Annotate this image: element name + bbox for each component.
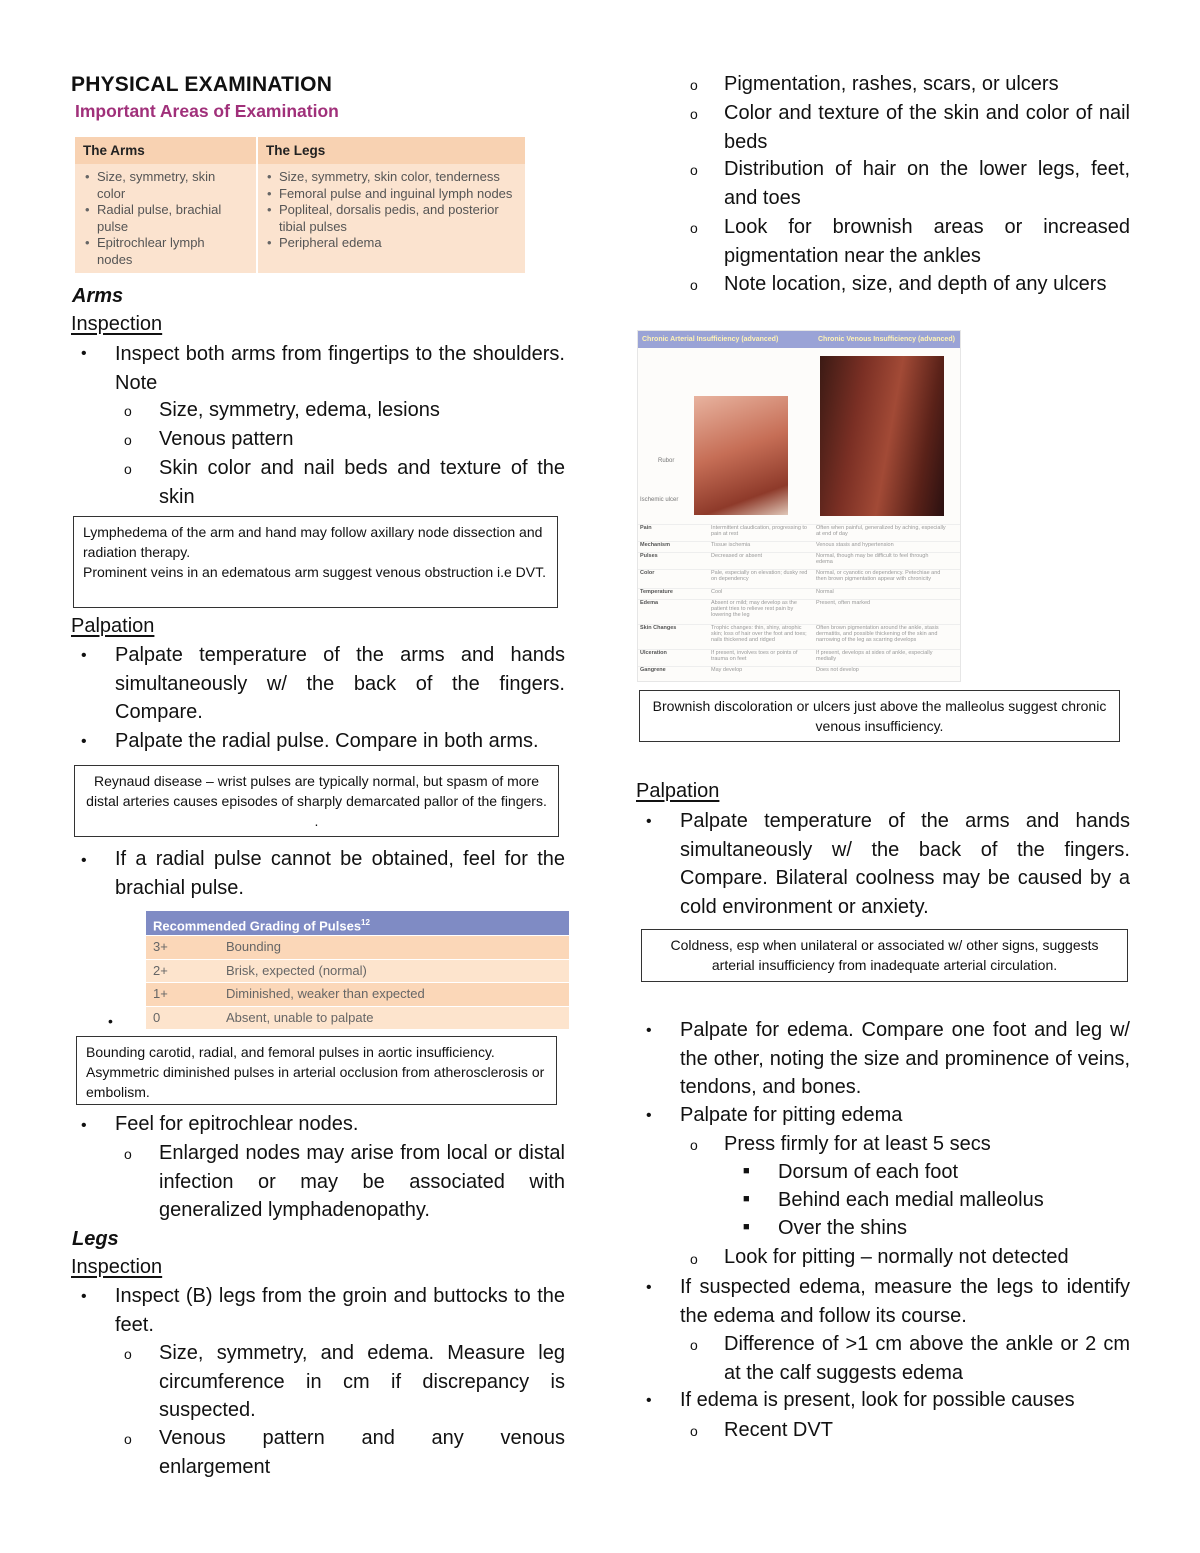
table-row xyxy=(146,1006,569,1030)
table-header xyxy=(146,911,569,935)
square-bullet-icon: ■ xyxy=(743,1165,750,1177)
legs-inspection-heading: Inspection xyxy=(71,1256,163,1278)
table-row: Temperature Cool Normal xyxy=(638,588,960,599)
bullet-icon: • xyxy=(81,345,87,362)
brachial-pulse-text: If a radial pulse cannot be obtained, feel for the brachial pulse. xyxy=(115,848,565,899)
circle-bullet-icon: o xyxy=(124,1431,132,1447)
press-location: Over the shins xyxy=(778,1217,907,1239)
leg-photo xyxy=(820,356,944,516)
figure-col1-title: Chronic Arterial Insufficiency (advanced) xyxy=(642,336,779,343)
table-row: Gangrene May develop Does not develop xyxy=(638,666,960,677)
legs-inspect-sub: Note location, size, and depth of any ulcers xyxy=(724,273,1107,295)
legs-list xyxy=(265,169,515,252)
legs-heading: Legs xyxy=(72,1228,119,1250)
press-location: Behind each medial malleolus xyxy=(778,1189,1044,1211)
ulcer-label: Ischemic ulcer xyxy=(640,497,679,503)
table-row: Mechanism Tissue ischemia Venous stasis and hypertension xyxy=(638,541,960,552)
circle-bullet-icon: o xyxy=(690,1251,698,1267)
circle-bullet-icon: o xyxy=(124,432,132,448)
legs-inspect-sub: Color and texture of the skin and color of nail beds xyxy=(724,102,1130,153)
reynaud-note-box: Reynaud disease – wrist pulses are typically normal, but spasm of more distal arteries causes episodes of sharply demarcated pallor of the fingers. . xyxy=(74,765,559,837)
arms-palpation-text: Palpate temperature of the arms and hands simultaneously w/ the back of the fingers. Compare. xyxy=(115,644,565,723)
grade-cell: 2+ xyxy=(153,962,168,978)
arms-inspect-sub: Skin color and nail beds and texture of the skin xyxy=(159,457,565,508)
legs-column-header: The Legs xyxy=(258,137,525,164)
edema-text: Palpate for edema. Compare one foot and leg w/ the other, noting the size and prominence of veins, tendons, and bones. xyxy=(680,1019,1130,1098)
description-cell: Diminished, weaker than expected xyxy=(226,986,425,1001)
table-row xyxy=(146,982,569,1006)
list-item: • Size, symmetry, skin color, tenderness xyxy=(265,169,515,186)
table-row: Color Pale, especially on elevation; dusky red on dependency Normal, or cyanotic on dependency. Petechiae and then brown pigmentation appear with chronicity xyxy=(638,569,960,588)
circle-bullet-icon: o xyxy=(690,106,698,122)
legs-inspect-text: Inspect (B) legs from the groin and buttocks to the feet. xyxy=(115,1285,565,1336)
circle-bullet-icon: o xyxy=(690,277,698,293)
rubor-label: Rubor xyxy=(658,458,675,464)
arms-inspection-heading: Inspection xyxy=(71,313,163,335)
bullet-icon: • xyxy=(81,1117,87,1134)
note-text: Asymmetric diminished pulses in arterial occlusion from atherosclerosis or embolism. xyxy=(86,1064,545,1100)
figure-col2-title: Chronic Venous Insufficiency (advanced) xyxy=(818,336,955,343)
page-title: PHYSICAL EXAMINATION xyxy=(71,73,333,96)
table-title: Recommended Grading of Pulses xyxy=(153,918,362,934)
arms-heading: Arms xyxy=(72,285,124,307)
bullet-icon: • xyxy=(646,1279,652,1296)
circle-bullet-icon: o xyxy=(690,1423,698,1439)
arms-palpation-text: Palpate the radial pulse. Compare in both arms. xyxy=(115,730,539,752)
grade-cell: 3+ xyxy=(153,939,168,954)
causes-text: If edema is present, look for possible causes xyxy=(680,1389,1075,1411)
circle-bullet-icon: o xyxy=(124,1346,132,1362)
epitrochlear-text: Feel for epitrochlear nodes. xyxy=(115,1113,359,1135)
bullet-icon: • xyxy=(81,852,87,869)
legs-inspect-sub: Size, symmetry, and edema. Measure leg circumference in cm if discrepancy is suspected. xyxy=(159,1342,565,1421)
circle-bullet-icon: o xyxy=(690,162,698,178)
arms-column-header: The Arms xyxy=(75,137,256,164)
bullet-icon: • xyxy=(646,813,652,830)
list-item: • Peripheral edema xyxy=(265,235,515,252)
grade-cell: 1+ xyxy=(153,986,168,1001)
table-row xyxy=(146,959,569,983)
table-row: Edema Absent or mild; may develop as the patient tries to relieve rest pain by lowering the leg Present, often marked xyxy=(638,599,960,624)
square-bullet-icon: ■ xyxy=(743,1221,750,1233)
list-item: • Epitrochlear lymph nodes xyxy=(83,235,243,268)
arms-inspect-sub: Venous pattern xyxy=(159,428,294,450)
legs-palpation-heading: Palpation xyxy=(636,780,720,802)
list-item: • Popliteal, dorsalis pedis, and posterior tibial pulses xyxy=(265,202,515,235)
list-item: • Radial pulse, brachial pulse xyxy=(83,202,243,235)
press-text: Press firmly for at least 5 secs xyxy=(724,1133,991,1155)
description-cell: Brisk, expected (normal) xyxy=(226,962,367,978)
pulse-grading-table xyxy=(146,911,569,1025)
table-body xyxy=(146,935,569,1029)
column-divider xyxy=(256,137,258,273)
bullet-icon: • xyxy=(646,1392,652,1409)
section-subtitle: Important Areas of Examination xyxy=(75,101,339,121)
venous-note-box: Brownish discoloration or ulcers just above the malleolus suggest chronic venous insufficiency. xyxy=(639,690,1120,742)
bullet-icon: • xyxy=(81,647,87,664)
figure-header xyxy=(638,331,960,348)
legs-inspect-sub: Pigmentation, rashes, scars, or ulcers xyxy=(724,73,1059,95)
table-row: Ulceration If present, involves toes or points of trauma on feet If present, develops at sides of ankle, especially medially xyxy=(638,649,960,666)
bullet-icon: • xyxy=(646,1022,652,1039)
epitrochlear-sub: Enlarged nodes may arise from local or distal infection or may be associated with generalized lymphadenopathy. xyxy=(159,1142,565,1221)
arms-list xyxy=(83,169,243,268)
cause-item: Recent DVT xyxy=(724,1419,833,1441)
press-location: Dorsum of each foot xyxy=(778,1161,959,1183)
table-row: Skin Changes Trophic changes: thin, shiny, atrophic skin; loss of hair over the foot and toes; nails thickened and ridged Often brown pigmentation around the ankle, stasis dermatitis, and possible thickening of the skin and narrowing of the leg as scarring develops xyxy=(638,624,960,649)
description-cell: Absent, unable to palpate xyxy=(226,1009,374,1025)
areas-table xyxy=(75,137,525,273)
note-text: Bounding carotid, radial, and femoral pulses in aortic insufficiency. xyxy=(86,1044,495,1060)
bullet-icon: • xyxy=(646,1107,652,1124)
lymphedema-note-box xyxy=(73,516,558,608)
table-row: Pain Intermittent claudication, progressing to pain at rest Often when painful, generalized by aching, especially at end of day xyxy=(638,524,960,541)
circle-bullet-icon: o xyxy=(124,1146,132,1162)
list-item: • Size, symmetry, skin color xyxy=(83,169,243,202)
circle-bullet-icon: o xyxy=(690,1137,698,1153)
pitting-edema-text: Palpate for pitting edema xyxy=(680,1104,903,1126)
circle-bullet-icon: o xyxy=(690,1337,698,1353)
arms-palpation-heading: Palpation xyxy=(71,615,155,637)
coldness-note-box: Coldness, esp when unilateral or associated w/ other signs, suggests arterial insufficiency from inadequate arterial circulation. xyxy=(641,929,1128,982)
arms-inspect-text: Inspect both arms from fingertips to the shoulders. Note xyxy=(115,343,565,394)
list-item: • Femoral pulse and inguinal lymph nodes xyxy=(265,186,515,203)
foot-photo xyxy=(694,396,788,515)
pulse-note-box xyxy=(76,1036,557,1105)
description-cell: Bounding xyxy=(226,939,281,954)
bullet-icon: • xyxy=(81,733,87,750)
legs-inspect-sub: Venous pattern and any venous enlargement xyxy=(159,1427,565,1478)
legs-palpation-text: Palpate temperature of the arms and hands simultaneously w/ the back of the fingers. Compare. Bilateral coolness may be caused by a cold environment or anxiety. xyxy=(680,810,1130,918)
difference-text: Difference of >1 cm above the ankle or 2 cm at the calf suggests edema xyxy=(724,1333,1130,1384)
square-bullet-icon: ■ xyxy=(743,1193,750,1205)
table-superscript: 12 xyxy=(361,918,370,927)
grade-cell: 0 xyxy=(153,1009,161,1025)
measure-text: If suspected edema, measure the legs to identify the edema and follow its course. xyxy=(680,1276,1130,1327)
table-row xyxy=(146,935,569,959)
legs-inspect-sub: Look for brownish areas or increased pigmentation near the ankles xyxy=(724,216,1130,267)
table-row: Pulses Decreased or absent Normal, though may be difficult to feel through edema xyxy=(638,552,960,569)
insufficiency-figure xyxy=(637,330,961,682)
bullet-icon: • xyxy=(108,1013,113,1029)
bullet-icon: • xyxy=(81,1288,87,1305)
note-text: Prominent veins in an edematous arm suggest venous obstruction i.e DVT. xyxy=(83,564,547,580)
legs-inspect-sub: Distribution of hair on the lower legs, feet, and toes xyxy=(724,158,1130,209)
circle-bullet-icon: o xyxy=(124,403,132,419)
note-text: Lymphedema of the arm and hand may follow axillary node dissection and radiation therapy. xyxy=(83,524,543,560)
arms-inspect-sub: Size, symmetry, edema, lesions xyxy=(159,399,440,421)
circle-bullet-icon: o xyxy=(124,461,132,477)
circle-bullet-icon: o xyxy=(690,77,698,93)
pitting-look-text: Look for pitting – normally not detected xyxy=(724,1246,1069,1268)
circle-bullet-icon: o xyxy=(690,220,698,236)
